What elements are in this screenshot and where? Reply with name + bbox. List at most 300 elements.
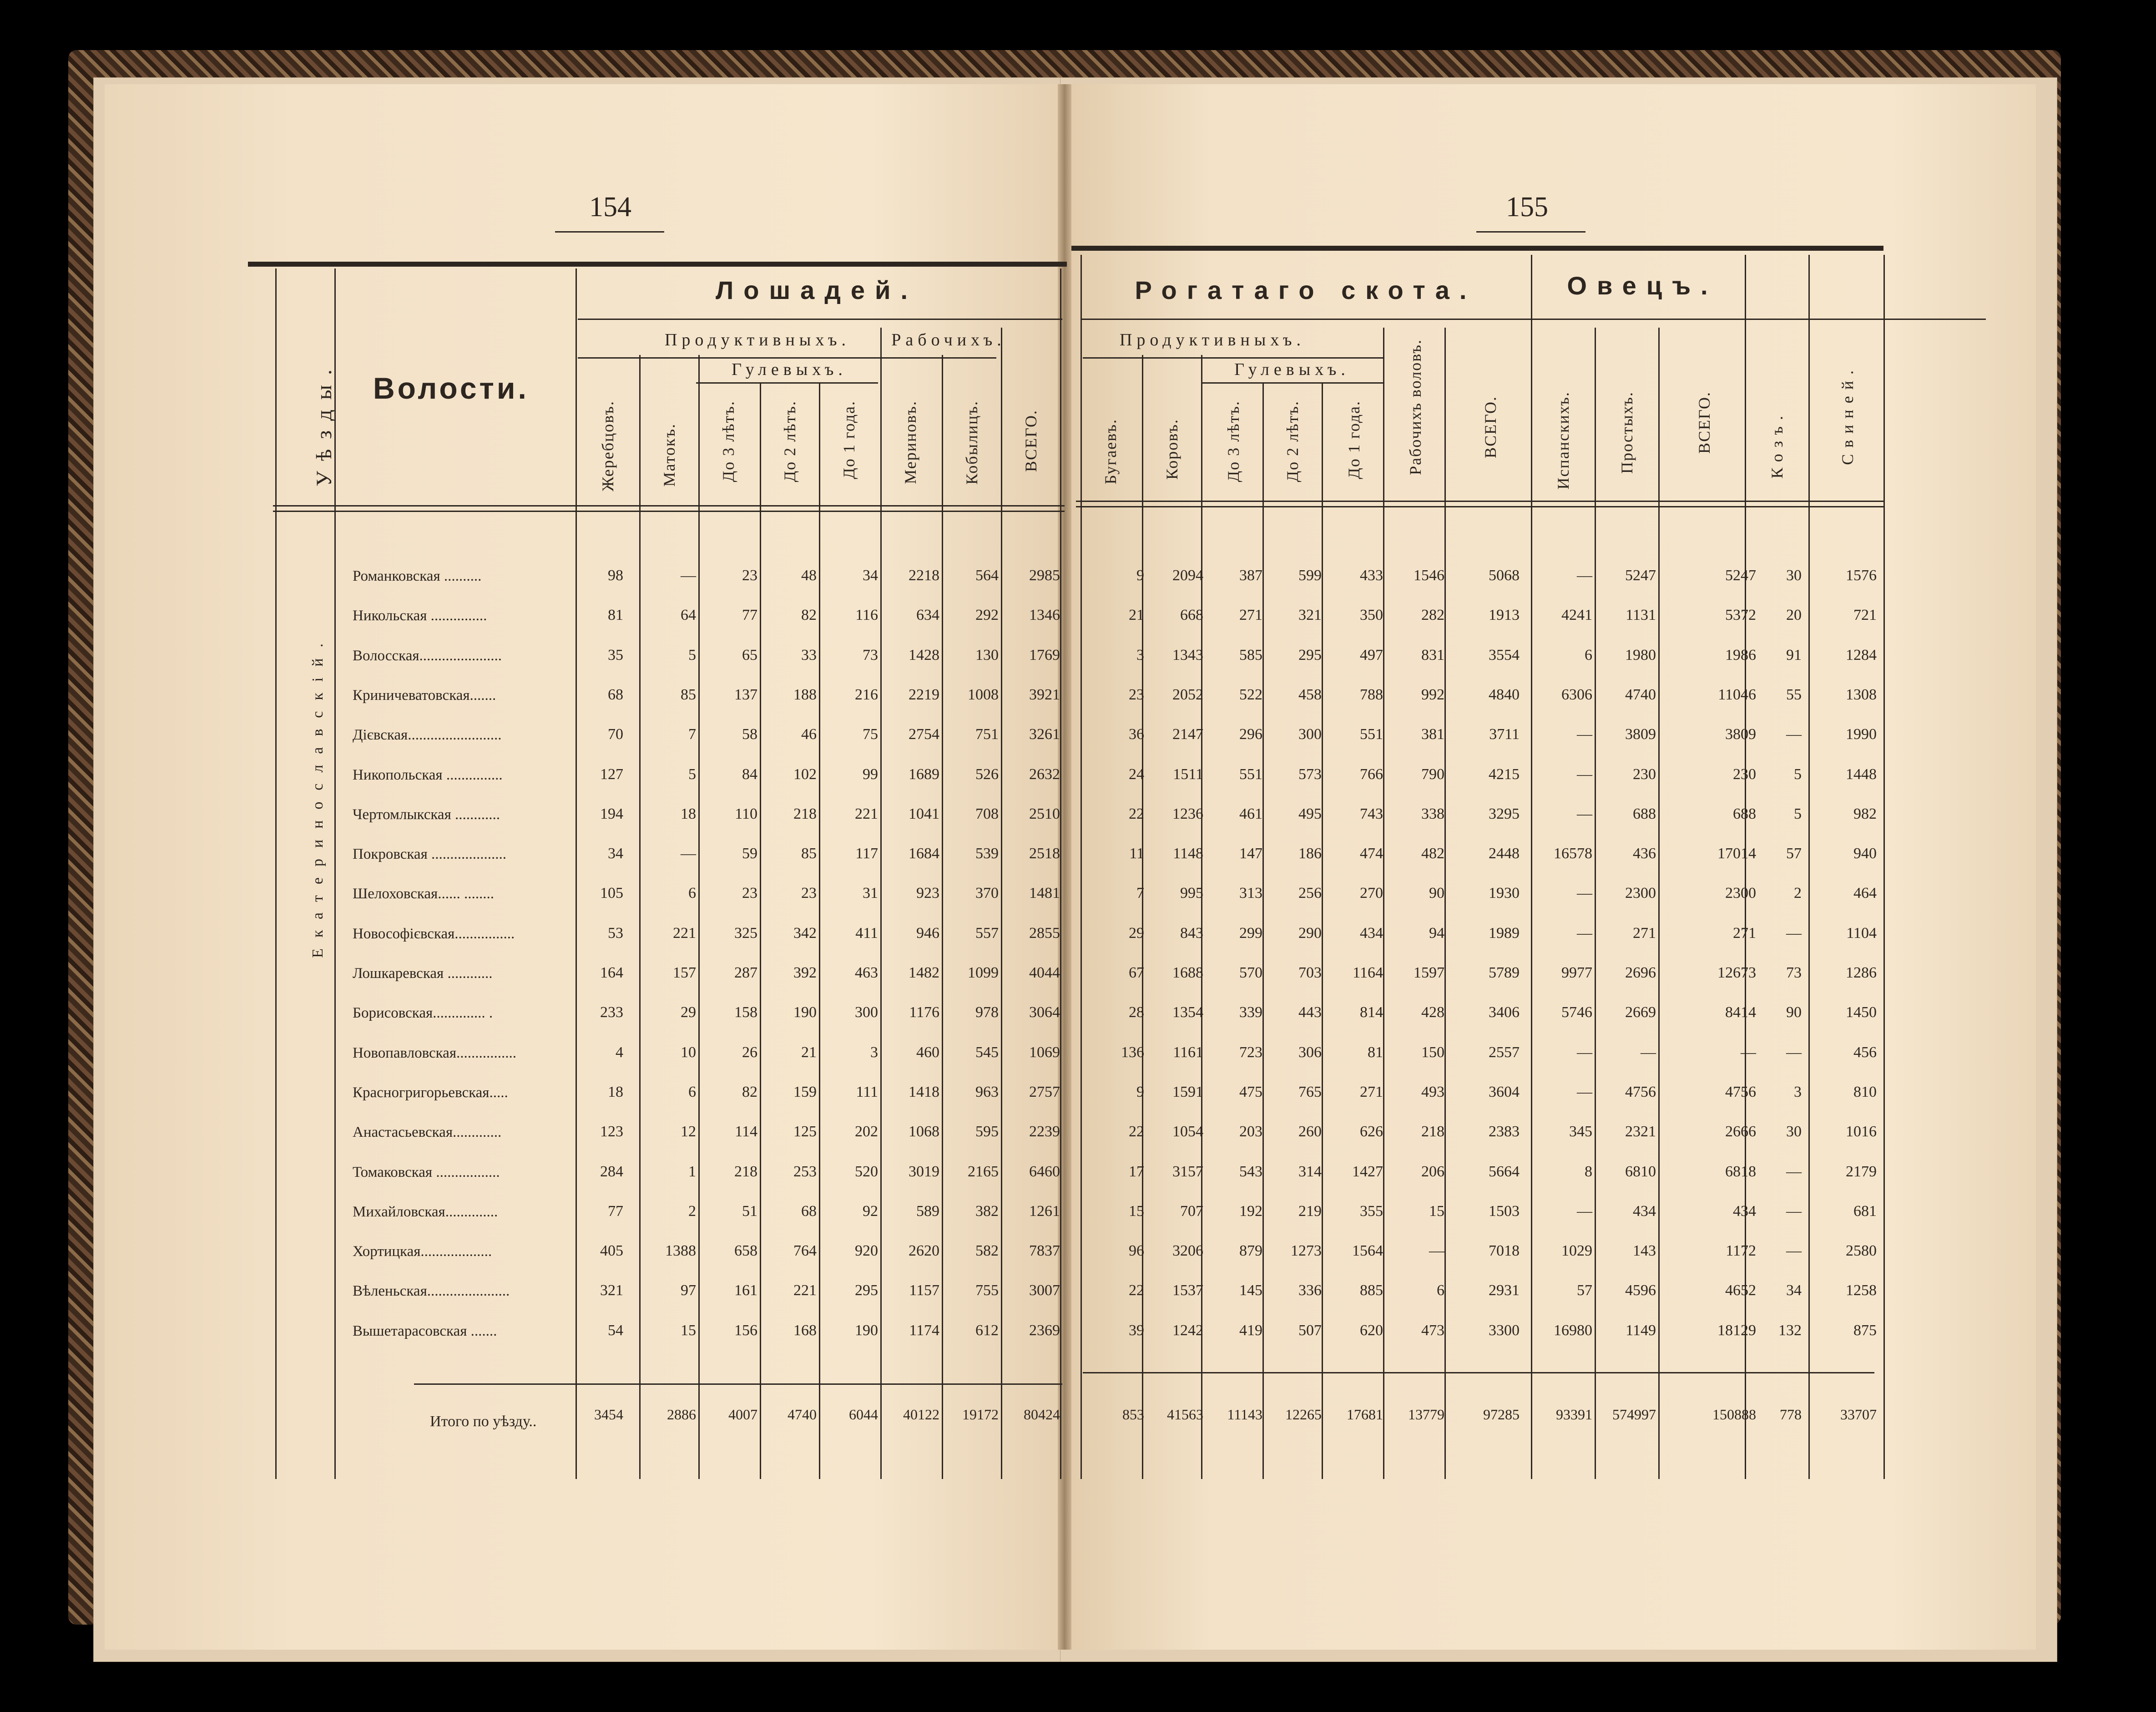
col-header-merinov: Мериновъ.	[901, 400, 919, 484]
table-cell: 708	[975, 805, 999, 822]
table-cell: 300	[1298, 726, 1322, 743]
volost-name: Никольская ...............	[353, 608, 487, 624]
table-cell: 1448	[1846, 765, 1877, 783]
table-cell: 68	[801, 1202, 817, 1220]
table-cell: 688	[1633, 805, 1656, 822]
total-cell: 574997	[1612, 1406, 1656, 1423]
table-cell: —	[1786, 1242, 1802, 1260]
table-cell: 1261	[1029, 1202, 1060, 1220]
total-cell: 778	[1780, 1406, 1802, 1423]
volost-name: Покровская ....................	[353, 846, 507, 863]
table-cell: 946	[916, 924, 939, 942]
table-cell: 923	[916, 885, 939, 902]
cattle-gulevykh-rule	[1201, 382, 1383, 384]
table-cell: 11046	[1718, 686, 1756, 703]
table-cell: 5247	[1725, 567, 1756, 584]
table-cell: 3604	[1489, 1083, 1520, 1100]
table-cell: 464	[1853, 885, 1877, 902]
table-cell: 23	[742, 885, 757, 902]
table-cell: 1016	[1846, 1123, 1877, 1140]
table-cell: 4	[616, 1043, 623, 1061]
table-cell: 456	[1853, 1043, 1877, 1061]
table-cell: 982	[1853, 805, 1877, 822]
table-cell: 1591	[1172, 1083, 1203, 1100]
table-cell: 4215	[1489, 765, 1520, 783]
table-cell: 2518	[1029, 845, 1060, 862]
col-divider	[1383, 328, 1384, 1479]
table-cell: 117	[855, 845, 878, 862]
table-cell: 7	[1136, 885, 1144, 902]
table-cell: 202	[855, 1123, 878, 1140]
table-cell: 336	[1298, 1282, 1322, 1299]
table-cell: 216	[855, 686, 878, 703]
table-cell: 59	[742, 845, 757, 862]
table-cell: 2666	[1725, 1123, 1756, 1140]
table-cell: 963	[975, 1083, 999, 1100]
table-cell: 2369	[1029, 1322, 1060, 1339]
cattle-group-rule	[1081, 319, 1986, 320]
table-cell: 271	[1239, 607, 1262, 624]
table-cell: 790	[1421, 765, 1444, 783]
total-cell: 97285	[1483, 1406, 1520, 1423]
table-cell: 843	[1180, 924, 1203, 942]
table-cell: 626	[1360, 1123, 1383, 1140]
table-cell: 73	[1786, 964, 1802, 981]
table-cell: 1258	[1846, 1282, 1877, 1299]
table-cell: —	[1786, 924, 1802, 942]
table-cell: 271	[1360, 1083, 1383, 1100]
table-cell: 475	[1239, 1083, 1262, 1100]
table-cell: 3206	[1172, 1242, 1203, 1260]
table-cell: 114	[735, 1123, 757, 1140]
table-cell: 90	[1786, 1004, 1802, 1021]
table-cell: 96	[1129, 1242, 1144, 1260]
table-cell: 282	[1421, 607, 1444, 624]
table-cell: 39	[1129, 1322, 1144, 1339]
table-cell: 290	[1298, 924, 1322, 942]
table-cell: —	[1786, 1163, 1802, 1180]
table-cell: 831	[1421, 646, 1444, 664]
table-cell: 1164	[1353, 964, 1383, 981]
table-cell: 461	[1239, 805, 1262, 822]
col-divider	[1444, 328, 1446, 1479]
table-cell: 6	[1437, 1282, 1444, 1299]
table-cell: 17	[1129, 1163, 1144, 1180]
table-cell: 526	[975, 765, 999, 783]
table-cell: 300	[855, 1004, 878, 1021]
table-cell: 1913	[1489, 607, 1520, 624]
table-cell: 338	[1421, 805, 1444, 822]
table-cell: 2	[688, 1202, 696, 1220]
col-header-sviney: Свиней.	[1838, 364, 1857, 465]
header-bottom-rule-right-2	[1076, 506, 1883, 507]
page-number-left: 154	[589, 192, 631, 223]
uezd-column-header: Уѣзды.	[312, 360, 336, 486]
table-cell: 11	[1129, 845, 1144, 862]
table-cell: 473	[1421, 1322, 1444, 1339]
table-cell: 26	[742, 1043, 757, 1061]
table-cell: 1161	[1173, 1043, 1203, 1061]
table-cell: 6	[688, 1083, 696, 1100]
table-cell: 1688	[1172, 964, 1203, 981]
table-cell: 5746	[1561, 1004, 1592, 1021]
volost-name: Хортицкая...................	[353, 1243, 492, 1260]
table-cell: 721	[1853, 607, 1877, 624]
table-cell: 434	[1733, 1202, 1756, 1220]
table-cell: 77	[608, 1202, 623, 1220]
volost-name: Лошкаревская ............	[353, 965, 493, 982]
table-cell: 551	[1239, 765, 1262, 783]
volost-name: Никопольская ...............	[353, 766, 503, 783]
table-cell: 345	[1569, 1123, 1592, 1140]
table-cell: 3261	[1029, 726, 1060, 743]
horses-working-header: Рабочихъ.	[891, 330, 1006, 349]
total-cell: 4007	[728, 1406, 757, 1423]
table-cell: 764	[793, 1242, 817, 1260]
total-cell: 11143	[1227, 1406, 1262, 1423]
table-cell: 2620	[909, 1242, 939, 1260]
horses-subgroup-rule	[578, 357, 996, 359]
table-cell: 15	[681, 1322, 696, 1339]
table-cell: 1684	[909, 845, 939, 862]
table-cell: 4652	[1725, 1282, 1756, 1299]
table-cell: 6	[688, 885, 696, 902]
table-cell: 1054	[1172, 1123, 1203, 1140]
table-cell: 75	[863, 726, 878, 743]
table-cell: 1131	[1626, 607, 1656, 624]
table-cell: 306	[1298, 1043, 1322, 1061]
col-divider	[275, 268, 277, 1479]
table-cell: 2696	[1625, 964, 1656, 981]
total-cell: 33707	[1840, 1406, 1877, 1423]
table-cell: 105	[600, 885, 623, 902]
table-cell: 1343	[1172, 646, 1203, 664]
table-cell: 6460	[1029, 1163, 1060, 1180]
table-cell: 570	[1239, 964, 1262, 981]
table-cell: 1157	[909, 1282, 939, 1299]
table-cell: 350	[1360, 607, 1383, 624]
table-cell: 221	[673, 924, 696, 942]
table-cell: —	[1577, 924, 1592, 942]
col-divider	[880, 328, 882, 1479]
table-cell: 23	[801, 885, 817, 902]
table-cell: 339	[1239, 1004, 1262, 1021]
table-cell: 2	[1794, 885, 1802, 902]
table-cell: 3711	[1489, 726, 1520, 743]
table-cell: 218	[1421, 1123, 1444, 1140]
table-cell: 68	[608, 686, 623, 703]
table-cell: 1428	[909, 646, 939, 664]
col-header-kobylits: Кобылицъ.	[963, 400, 981, 485]
col-header-cattle-do2: До 2 лѣтъ.	[1283, 400, 1302, 482]
table-cell: 18	[681, 805, 696, 822]
table-cell: 1418	[909, 1083, 939, 1100]
table-cell: —	[1429, 1242, 1444, 1260]
table-cell: 98	[608, 567, 623, 584]
horses-group-header: Лошадей.	[716, 276, 918, 304]
table-cell: 551	[1360, 726, 1383, 743]
table-cell: 15	[1129, 1202, 1144, 1220]
volost-name: Вѣленьская......................	[353, 1283, 510, 1300]
table-cell: 90	[1429, 885, 1444, 902]
table-cell: —	[1741, 1043, 1756, 1061]
table-cell: 6306	[1561, 686, 1592, 703]
header-bottom-rule-right	[1076, 501, 1883, 502]
table-cell: 2300	[1725, 885, 1756, 902]
table-cell: 1104	[1846, 924, 1877, 942]
table-cell: 54	[608, 1322, 623, 1339]
table-cell: —	[1577, 765, 1592, 783]
table-cell: 3809	[1625, 726, 1656, 743]
table-cell: 885	[1360, 1282, 1383, 1299]
table-cell: 230	[1733, 765, 1756, 783]
table-cell: 116	[855, 607, 878, 624]
table-cell: 1029	[1561, 1242, 1592, 1260]
col-header-horses-do3: До 3 лѣтъ.	[719, 400, 737, 482]
table-cell: 46	[801, 726, 817, 743]
table-cell: 73	[863, 646, 878, 664]
total-row-label: Итого по уѣзду..	[430, 1413, 537, 1430]
table-cell: 1286	[1846, 964, 1877, 981]
table-cell: 589	[916, 1202, 939, 1220]
table-cell: 157	[673, 964, 696, 981]
table-cell: 1689	[909, 765, 939, 783]
cattle-group-header: Рогатаго скота.	[1135, 276, 1477, 304]
table-cell: 1354	[1172, 1004, 1203, 1021]
table-cell: 284	[600, 1163, 623, 1180]
table-cell: 1008	[968, 686, 999, 703]
volost-name: Михайловская..............	[353, 1203, 498, 1220]
table-cell: 381	[1421, 726, 1444, 743]
table-cell: 82	[742, 1083, 757, 1100]
table-cell: 33	[801, 646, 817, 664]
volost-name: Томаковская .................	[353, 1164, 500, 1180]
col-header-zherebtsov: Жеребцовъ.	[599, 400, 617, 491]
table-cell: 3019	[909, 1163, 939, 1180]
table-cell: 434	[1633, 1202, 1656, 1220]
table-cell: —	[1577, 1202, 1592, 1220]
table-cell: 77	[742, 607, 757, 624]
table-cell: 7837	[1029, 1242, 1060, 1260]
table-cell: 405	[600, 1242, 623, 1260]
table-cell: 539	[975, 845, 999, 862]
table-cell: 1149	[1626, 1322, 1656, 1339]
table-cell: 159	[793, 1083, 817, 1100]
table-cell: 29	[681, 1004, 696, 1021]
table-cell: 65	[742, 646, 757, 664]
table-cell: 634	[916, 607, 939, 624]
table-cell: 23	[1129, 686, 1144, 703]
table-cell: 53	[608, 924, 623, 942]
table-cell: 2239	[1029, 1123, 1060, 1140]
table-cell: 156	[734, 1322, 757, 1339]
table-cell: 1174	[909, 1322, 939, 1339]
total-cell: 6044	[849, 1406, 878, 1423]
table-cell: 1990	[1846, 726, 1877, 743]
table-cell: —	[1577, 567, 1592, 584]
table-cell: 387	[1239, 567, 1262, 584]
table-cell: 342	[793, 924, 817, 942]
table-cell: 143	[1633, 1242, 1656, 1260]
table-cell: 64	[681, 607, 696, 624]
table-cell: 188	[793, 686, 817, 703]
table-cell: —	[1577, 1083, 1592, 1100]
table-cell: 2300	[1625, 885, 1656, 902]
table-cell: 3921	[1029, 686, 1060, 703]
table-cell: 111	[856, 1083, 878, 1100]
table-cell: 22	[1129, 805, 1144, 822]
table-cell: 6818	[1725, 1163, 1756, 1180]
col-divider	[1883, 255, 1885, 1479]
table-cell: 5068	[1489, 567, 1520, 584]
table-cell: 24	[1129, 765, 1144, 783]
page-number-rule-right	[1476, 231, 1585, 233]
table-cell: 1242	[1172, 1322, 1203, 1339]
table-cell: 5	[1794, 765, 1802, 783]
table-cell: 4241	[1561, 607, 1592, 624]
table-cell: 31	[863, 885, 878, 902]
table-cell: 161	[734, 1282, 757, 1299]
table-cell: 230	[1633, 765, 1656, 783]
table-cell: 582	[975, 1242, 999, 1260]
table-cell: 2321	[1625, 1123, 1656, 1140]
col-divider	[942, 355, 943, 1479]
table-cell: 4756	[1725, 1083, 1756, 1100]
table-cell: 428	[1421, 1004, 1444, 1021]
total-cell: 13779	[1408, 1406, 1444, 1423]
table-cell: 6810	[1625, 1163, 1656, 1180]
table-cell: 382	[975, 1202, 999, 1220]
table-cell: 2931	[1489, 1282, 1520, 1299]
table-cell: 321	[600, 1282, 623, 1299]
total-cell: 3454	[594, 1406, 623, 1423]
table-cell: 1481	[1029, 885, 1060, 902]
table-cell: 814	[1360, 1004, 1383, 1021]
table-cell: 2855	[1029, 924, 1060, 942]
volost-name: Дієвская.........................	[353, 727, 502, 744]
table-cell: 164	[600, 964, 623, 981]
table-cell: 2165	[968, 1163, 999, 1180]
col-header-cattle-total: ВСЕГО.	[1481, 396, 1500, 458]
table-cell: 221	[855, 805, 878, 822]
total-cell: 19172	[962, 1406, 999, 1423]
table-cell: 7	[688, 726, 696, 743]
table-cell: 299	[1239, 924, 1262, 942]
table-cell: 15	[1429, 1202, 1444, 1220]
table-cell: 668	[1180, 607, 1203, 624]
table-cell: 233	[600, 1004, 623, 1021]
table-cell: —	[1786, 726, 1802, 743]
table-cell: 150	[1421, 1043, 1444, 1061]
table-cell: 995	[1180, 885, 1203, 902]
table-cell: 12673	[1717, 964, 1756, 981]
table-cell: 992	[1421, 686, 1444, 703]
total-cell: 4740	[788, 1406, 817, 1423]
table-cell: 22	[1129, 1282, 1144, 1299]
table-cell: 1537	[1172, 1282, 1203, 1299]
table-cell: 520	[855, 1163, 878, 1180]
table-cell: 137	[734, 686, 757, 703]
cattle-subgroup-rule	[1083, 357, 1383, 359]
table-cell: 8414	[1725, 1004, 1756, 1021]
table-cell: 271	[1633, 924, 1656, 942]
table-cell: 2757	[1029, 1083, 1060, 1100]
table-cell: 1308	[1846, 686, 1877, 703]
table-cell: 203	[1239, 1123, 1262, 1140]
table-cell: 620	[1360, 1322, 1383, 1339]
table-cell: 522	[1239, 686, 1262, 703]
table-cell: 2179	[1846, 1163, 1877, 1180]
volost-name: Вышетарасовская .......	[353, 1322, 497, 1339]
table-cell: 92	[863, 1202, 878, 1220]
table-cell: 190	[855, 1322, 878, 1339]
table-cell: 1236	[1172, 805, 1203, 822]
table-cell: 295	[855, 1282, 878, 1299]
table-cell: 1986	[1725, 646, 1756, 664]
table-cell: 463	[855, 964, 878, 981]
horses-group-rule	[578, 319, 1062, 320]
table-cell: 940	[1853, 845, 1877, 862]
table-cell: 3300	[1489, 1322, 1520, 1339]
table-cell: 493	[1421, 1083, 1444, 1100]
table-cell: 253	[793, 1163, 817, 1180]
table-cell: 99	[863, 765, 878, 783]
table-cell: 1989	[1489, 924, 1520, 942]
table-cell: 1511	[1173, 765, 1203, 783]
table-cell: 1099	[968, 964, 999, 981]
table-cell: 110	[735, 805, 757, 822]
horses-gulevykh-header: Гулевыхъ.	[732, 360, 847, 379]
table-cell: 21	[801, 1043, 817, 1061]
col-header-rabochikh-volov: Рабочихъ воловъ.	[1406, 339, 1424, 475]
col-divider	[1201, 355, 1202, 1479]
table-cell: 599	[1298, 567, 1322, 584]
table-cell: 688	[1733, 805, 1756, 822]
table-cell: 314	[1298, 1163, 1322, 1180]
table-cell: 1346	[1029, 607, 1060, 624]
volost-name: Анастасьевская.............	[353, 1124, 502, 1141]
table-cell: 57	[1577, 1282, 1592, 1299]
table-cell: 3	[870, 1043, 878, 1061]
table-cell: 67	[1129, 964, 1144, 981]
table-cell: 1273	[1291, 1242, 1322, 1260]
table-cell: 29	[1129, 924, 1144, 942]
table-cell: 221	[793, 1282, 817, 1299]
table-cell: 1482	[909, 964, 939, 981]
table-cell: 658	[734, 1242, 757, 1260]
table-cell: 4740	[1625, 686, 1656, 703]
table-cell: 296	[1239, 726, 1262, 743]
header-bottom-rule-left	[273, 505, 1065, 507]
table-cell: 5	[688, 646, 696, 664]
table-cell: 497	[1360, 646, 1383, 664]
volost-name: Шелоховская...... ........	[353, 886, 494, 902]
table-cell: 34	[608, 845, 623, 862]
table-cell: 3554	[1489, 646, 1520, 664]
table-cell: 5	[688, 765, 696, 783]
table-cell: 595	[975, 1123, 999, 1140]
table-cell: 1930	[1489, 885, 1520, 902]
table-cell: 434	[1360, 924, 1383, 942]
table-cell: 875	[1853, 1322, 1877, 1339]
table-cell: 8	[1585, 1163, 1592, 1180]
table-cell: 355	[1360, 1202, 1383, 1220]
table-cell: 82	[801, 607, 817, 624]
cattle-productive-header: Продуктивныхъ.	[1119, 330, 1306, 349]
table-cell: 474	[1360, 845, 1383, 862]
col-header-sheep-total: ВСЕГО.	[1695, 391, 1713, 454]
table-cell: 16578	[1554, 845, 1592, 862]
